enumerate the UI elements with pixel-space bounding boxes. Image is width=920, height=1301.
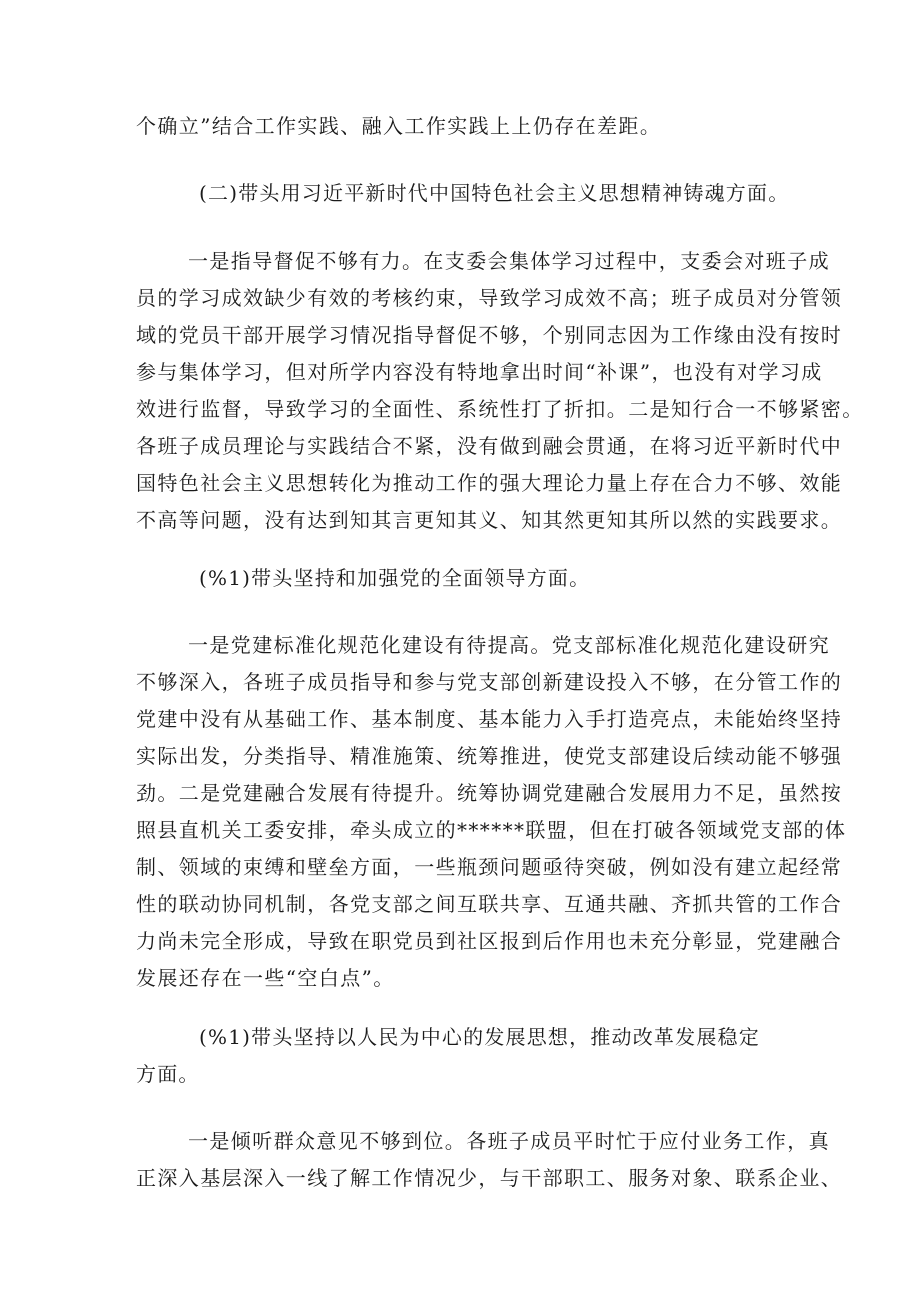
paragraph-line: 劲。二是党建融合发展有待提升。统筹协调党建融合发展用力不足，虽然按 [136, 781, 843, 805]
paragraph-line: 国特色社会主义思想转化为推动工作的强大理论力量上存在合力不够、效能 [136, 471, 843, 495]
paragraph-line: 发展还存在一些“空白点”。 [136, 966, 395, 990]
paragraph-line: 不高等问题，没有达到知其言更知其义、知其然更知其所以然的实践要求。 [136, 508, 843, 532]
paragraph-line: 一是指导督促不够有力。在支委会集体学习过程中，支委会对班子成 [188, 249, 830, 273]
paragraph-line: 制、领域的束缚和壁垒方面，一些瓶颈问题亟待突破，例如没有建立起经常 [136, 855, 843, 879]
paragraph-line: 一是党建标准化规范化建设有待提高。党支部标准化规范化建设研究 [188, 633, 830, 657]
paragraph-line: 照县直机关工委安排，牵头成立的******联盟，但在打破各领域党支部的体 [136, 818, 847, 842]
paragraph-line: 参与集体学习，但对所学内容没有特地拿出时间“补课”，也没有对学习成 [136, 360, 823, 384]
section-heading: (%1)带头坚持以人民为中心的发展思想，推动改革发展稳定 [199, 1025, 760, 1049]
paragraph-line: 性的联动协同机制，各党支部之间互联共享、互通共融、齐抓共管的工作合 [136, 892, 843, 916]
section-heading: (二)带头用习近平新时代中国特色社会主义思想精神铸魂方面。 [199, 181, 790, 205]
paragraph-line: 党建中没有从基础工作、基本制度、基本能力入手打造亮点，未能始终坚持 [136, 707, 843, 731]
intro-line: 个确立”结合工作实践、融入工作实践上上仍存在差距。 [136, 114, 662, 138]
paragraph-line: 员的学习成效缺少有效的考核约束，导致学习成效不高；班子成员对分管领 [136, 286, 843, 310]
section-heading-continuation: 方面。 [136, 1062, 200, 1086]
paragraph-line: 各班子成员理论与实践结合不紧，没有做到融会贯通，在将习近平新时代中 [136, 434, 843, 458]
paragraph-line: 力尚未完全形成，导致在职党员到社区报到后作用也未充分彰显，党建融合 [136, 929, 843, 953]
paragraph-line: 效进行监督，导致学习的全面性、系统性打了折扣。二是知行合一不够紧密。 [136, 397, 864, 421]
paragraph-line: 不够深入，各班子成员指导和参与党支部创新建设投入不够，在分管工作的 [136, 670, 843, 694]
paragraph-line: 实际出发，分类指导、精准施策、统筹推进，使党支部建设后续动能不够强 [136, 744, 843, 768]
paragraph-line: 域的党员干部开展学习情况指导督促不够，个别同志因为工作缘由没有按时 [136, 323, 843, 347]
paragraph-line: 正深入基层深入一线了解工作情况少，与干部职工、服务对象、联系企业、 [136, 1166, 843, 1190]
section-heading: (%1)带头坚持和加强党的全面领导方面。 [199, 566, 591, 590]
paragraph-line: 一是倾听群众意见不够到位。各班子成员平时忙于应付业务工作，真 [188, 1129, 830, 1153]
